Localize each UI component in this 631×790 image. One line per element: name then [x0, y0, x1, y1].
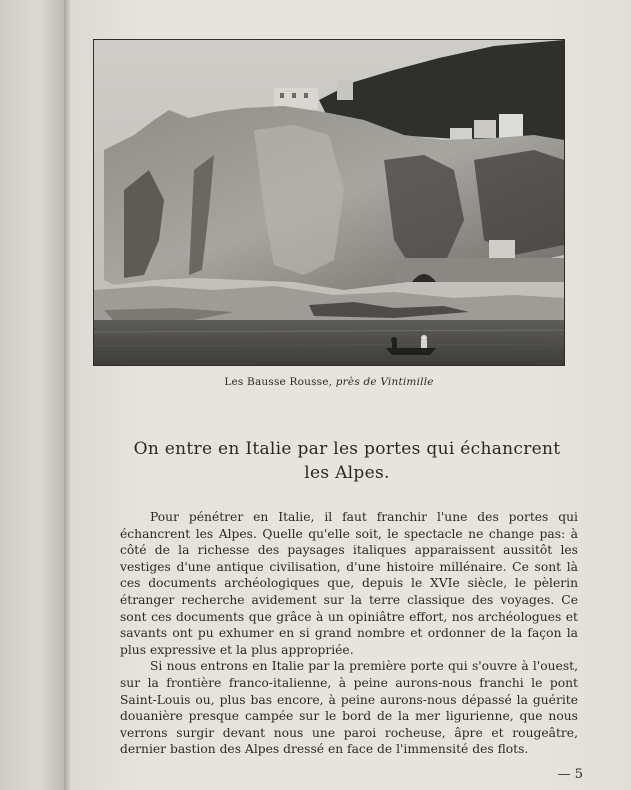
paragraph: Si nous entrons en Italie par la première porte qui s'ouvre à l'ouest, sur la frontière franco-italienne, à peine aurons-nous franchi le pont Saint-Louis ou, plus bas encore, à peine aurons-nous dépassé la guérite douanière presque campée sur le bord de la mer ligurienne, que nous verrons surgir devant nous une paroi rocheuse, âpre et rougeâtre, dernier bastion des Alpes dressé en face de l'immensité des flots.	[120, 659, 578, 757]
heading-line-2: les Alpes.	[304, 463, 390, 483]
heading-line-1: On entre en Italie par les portes qui échancrent	[133, 439, 561, 459]
caption-place: Les Bausse Rousse,	[224, 376, 333, 388]
cliff-photo-illustration	[94, 40, 564, 365]
section-heading	[112, 437, 582, 485]
paragraph: Pour pénétrer en Italie, il faut franchir l'une des portes qui échancrent les Alpes. Quelle qu'elle soit, le spectacle ne change pas: à côté de la richesse des paysages italiques apparaissent aussitôt les vestiges d'une antique civilisation, d'une histoire millénaire. Ce sont là ces documents archéologiques que, depuis le XVIe siècle, le pèlerin étranger recherche avidement sur la terre classique des voyages. Ce sont ces documents que grâce à un opiniâtre effort, nos archéologues et savants ont pu exhumer en si grand nombre et ordonner de la façon la plus expressive et la plus appropriée.	[120, 510, 578, 657]
body-text	[120, 509, 578, 758]
book-spine	[0, 0, 70, 790]
photograph	[93, 39, 565, 366]
caption-location: près de Vintimille	[335, 376, 434, 388]
photo-caption	[93, 376, 565, 388]
page-number: — 5	[557, 767, 583, 782]
